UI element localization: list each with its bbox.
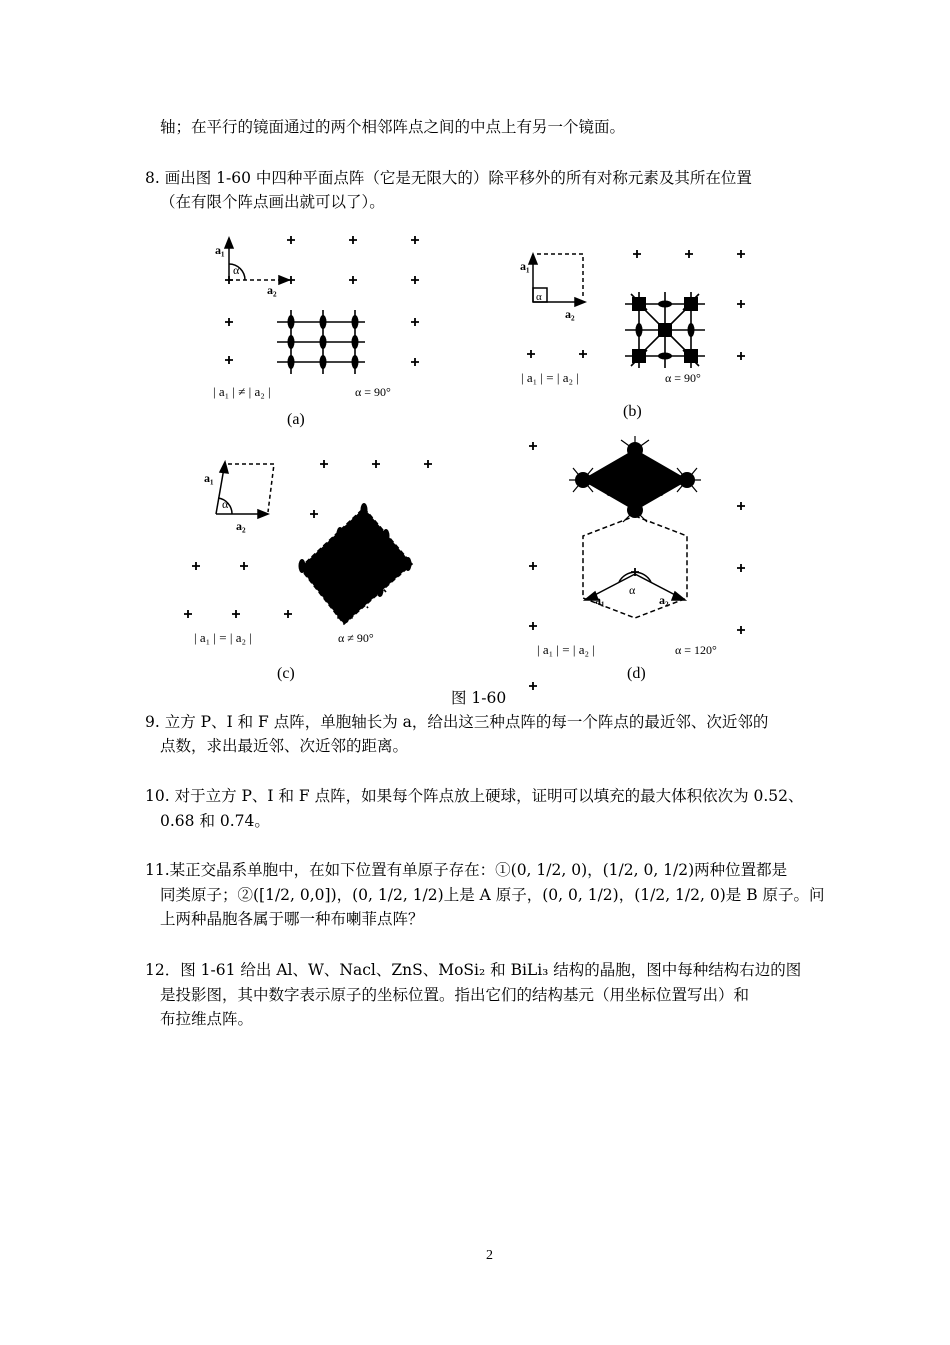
a2-label: a₂ xyxy=(659,593,669,607)
panel-b xyxy=(515,240,755,430)
question-12-line-1: 12．图 1-61 给出 Al、W、Nacl、ZnS、MoSi₂ 和 BiLi₃ 结构的晶胞，图中每种结构右边的图 xyxy=(145,961,802,979)
panel-b-relation: | a₁ | = | a₂ | xyxy=(521,370,579,385)
panel-a-relation: | a₁ | ≠ | a₂ | xyxy=(213,384,271,399)
panel-d xyxy=(515,432,765,688)
question-11-line-1: 11.某正交晶系单胞中，在如下位置有单原子存在：①(0, 1/2, 0)，(1/2, 0, 1/2)两种位置都是 xyxy=(145,861,788,879)
question-11-line-2: 同类原子；②([1/2, 0,0])，(0, 1/2, 1/2)上是 A 原子，(0, 0, 1/2)，(1/2, 1/2, 0)是 B 原子。问 xyxy=(160,886,825,904)
panel-c-caption: (c) xyxy=(277,665,295,682)
panel-a xyxy=(205,228,445,438)
a1-label: a₁ xyxy=(204,471,214,485)
panel-c-relation: | a₁ | = | a₂ | xyxy=(194,630,252,645)
question-10-line-2: 0.68 和 0.74。 xyxy=(160,812,270,830)
panel-d-angle: α = 120° xyxy=(675,643,717,657)
a2-label: a₂ xyxy=(565,307,575,321)
question-9-line-1: 9. 立方 P、I 和 F 点阵，单胞轴长为 a，给出这三种点阵的每一个阵点的最近邻、次近邻的 xyxy=(145,713,769,731)
a2-label: a₂ xyxy=(236,519,246,533)
question-9-line-2: 点数，求出最近邻、次近邻的距离。 xyxy=(160,737,409,755)
a1-label: a₁ xyxy=(215,243,225,257)
a1-label: a₁ xyxy=(520,259,530,273)
alpha-label: α xyxy=(233,263,240,277)
panel-c-angle: α ≠ 90° xyxy=(338,631,374,645)
panel-d-caption: (d) xyxy=(627,665,646,682)
question-10-line-1: 10. 对于立方 P、I 和 F 点阵，如果每个阵点放上硬球，证明可以填充的最大体积依次为 0.52、 xyxy=(145,787,804,805)
alpha-label: α xyxy=(222,497,229,511)
panel-a-caption: (a) xyxy=(287,411,305,428)
question-11-line-3: 上两种晶胞各属于哪一种布喇菲点阵？ xyxy=(160,910,424,928)
figure-title: 图 1-60 xyxy=(451,689,507,707)
intro-line: 轴；在平行的镜面通过的两个相邻阵点之间的中点上有另一个镜面。 xyxy=(160,118,626,136)
question-12-line-2: 是投影图，其中数字表示原子的坐标位置。指出它们的结构基元（用坐标位置写出）和 xyxy=(160,986,750,1004)
page-number: 2 xyxy=(486,1248,493,1263)
question-8-line-2: （在有限个阵点画出就可以了）。 xyxy=(160,193,385,211)
question-8-line-1: 8. 画出图 1-60 中四种平面点阵（它是无限大的）除平移外的所有对称元素及其所在位置 xyxy=(145,169,752,187)
alpha-label: α xyxy=(629,583,636,597)
panel-b-caption: (b) xyxy=(623,403,642,420)
a1-label: a₁ xyxy=(595,593,605,607)
panel-b-angle: α = 90° xyxy=(665,371,701,385)
alpha-label: α xyxy=(536,291,542,303)
a2-label: a₂ xyxy=(267,283,277,297)
panel-d-relation: | a₁ | = | a₂ | xyxy=(537,642,595,657)
panel-a-angle: α = 90° xyxy=(355,385,391,399)
panel-c xyxy=(180,452,440,688)
question-12-line-3: 布拉维点阵。 xyxy=(160,1010,254,1028)
